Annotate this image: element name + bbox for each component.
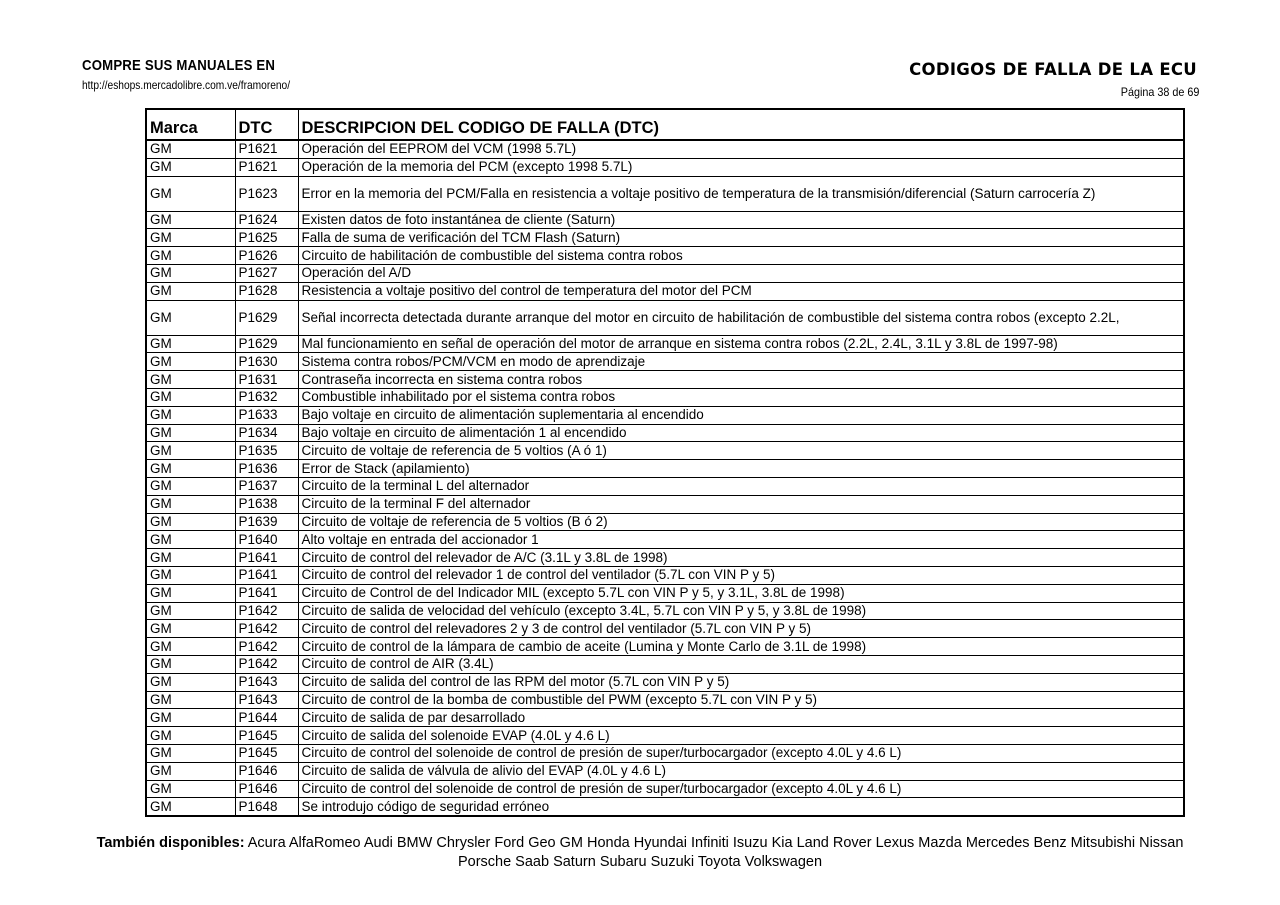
table-row bbox=[146, 655, 1184, 673]
cell-description: Circuito de Control de del Indicador MIL (excepto 5.7L con VIN P y 5, y 3.1L, 3.8L de 1998) bbox=[298, 584, 1184, 602]
cell-marca: GM bbox=[146, 300, 235, 335]
cell-dtc: P1642 bbox=[235, 655, 298, 673]
cell-dtc: P1621 bbox=[235, 140, 298, 158]
header-page-number: Página 38 de 69 bbox=[1120, 85, 1199, 99]
cell-description: Señal incorrecta detectada durante arranque del motor en circuito de habilitación de combustible del sistema contra robos (excepto 2.2L, bbox=[298, 300, 1184, 335]
table-body bbox=[146, 140, 1184, 816]
cell-dtc: P1633 bbox=[235, 406, 298, 424]
cell-description: Se introdujo código de seguridad erróneo bbox=[298, 798, 1184, 816]
cell-dtc: P1641 bbox=[235, 566, 298, 584]
table-row bbox=[146, 282, 1184, 300]
cell-description: Circuito de control de AIR (3.4L) bbox=[298, 655, 1184, 673]
cell-description: Bajo voltaje en circuito de alimentación 1 al encendido bbox=[298, 424, 1184, 442]
table-row bbox=[146, 780, 1184, 798]
cell-dtc: P1645 bbox=[235, 727, 298, 745]
cell-marca: GM bbox=[146, 709, 235, 727]
table-row bbox=[146, 620, 1184, 638]
cell-dtc: P1648 bbox=[235, 798, 298, 816]
table-row bbox=[146, 602, 1184, 620]
table-row bbox=[146, 798, 1184, 816]
cell-marca: GM bbox=[146, 424, 235, 442]
cell-dtc: P1630 bbox=[235, 353, 298, 371]
table-row bbox=[146, 477, 1184, 495]
table-row bbox=[146, 300, 1184, 335]
cell-dtc: P1642 bbox=[235, 620, 298, 638]
column-header-descripcion: DESCRIPCION DEL CODIGO DE FALLA (DTC) bbox=[298, 109, 1184, 140]
footer-brands-line-2: Porsche Saab Saturn Subaru Suzuki Toyota Volkswagen bbox=[457, 853, 823, 870]
cell-marca: GM bbox=[146, 655, 235, 673]
cell-marca: GM bbox=[146, 140, 235, 158]
table-row bbox=[146, 673, 1184, 691]
cell-description: Circuito de salida del control de las RPM del motor (5.7L con VIN P y 5) bbox=[298, 673, 1184, 691]
cell-dtc: P1639 bbox=[235, 513, 298, 531]
table-row bbox=[146, 691, 1184, 709]
cell-marca: GM bbox=[146, 531, 235, 549]
header-store-url: http://eshops.mercadolibre.com.ve/framoreno/ bbox=[82, 78, 291, 92]
cell-description: Alto voltaje en entrada del accionador 1 bbox=[298, 531, 1184, 549]
dtc-table bbox=[145, 108, 1185, 817]
cell-marca: GM bbox=[146, 406, 235, 424]
table-row bbox=[146, 549, 1184, 567]
cell-dtc: P1641 bbox=[235, 584, 298, 602]
table-row bbox=[146, 211, 1184, 229]
cell-dtc: P1635 bbox=[235, 442, 298, 460]
table-row bbox=[146, 513, 1184, 531]
cell-dtc: P1643 bbox=[235, 691, 298, 709]
cell-marca: GM bbox=[146, 673, 235, 691]
cell-description: Circuito de salida de velocidad del vehículo (excepto 3.4L, 5.7L con VIN P y 5, y 3.8L de 1998) bbox=[298, 602, 1184, 620]
table-row bbox=[146, 424, 1184, 442]
table-row bbox=[146, 442, 1184, 460]
table-row bbox=[146, 638, 1184, 656]
cell-description: Circuito de control del solenoide de control de presión de super/turbocargador (excepto 4.0L y 4.6 L) bbox=[298, 744, 1184, 762]
cell-dtc: P1646 bbox=[235, 762, 298, 780]
cell-dtc: P1624 bbox=[235, 211, 298, 229]
cell-description: Circuito de salida del solenoide EVAP (4.0L y 4.6 L) bbox=[298, 727, 1184, 745]
header-left-title: COMPRE SUS MANUALES EN bbox=[82, 57, 276, 74]
cell-description: Existen datos de foto instantánea de cliente (Saturn) bbox=[298, 211, 1184, 229]
cell-marca: GM bbox=[146, 620, 235, 638]
cell-description: Operación del EEPROM del VCM (1998 5.7L) bbox=[298, 140, 1184, 158]
cell-dtc: P1634 bbox=[235, 424, 298, 442]
table-row bbox=[146, 335, 1184, 353]
cell-description: Sistema contra robos/PCM/VCM en modo de aprendizaje bbox=[298, 353, 1184, 371]
cell-dtc: P1628 bbox=[235, 282, 298, 300]
cell-marca: GM bbox=[146, 158, 235, 176]
table-row bbox=[146, 406, 1184, 424]
cell-dtc: P1627 bbox=[235, 264, 298, 282]
footer-available-brands bbox=[82, 834, 1198, 871]
cell-marca: GM bbox=[146, 780, 235, 798]
cell-description: Operación de la memoria del PCM (excepto 1998 5.7L) bbox=[298, 158, 1184, 176]
cell-description: Circuito de salida de válvula de alivio del EVAP (4.0L y 4.6 L) bbox=[298, 762, 1184, 780]
table-row bbox=[146, 566, 1184, 584]
table-row bbox=[146, 264, 1184, 282]
table-row bbox=[146, 388, 1184, 406]
table-row bbox=[146, 531, 1184, 549]
cell-dtc: P1642 bbox=[235, 638, 298, 656]
table-row bbox=[146, 247, 1184, 265]
cell-description: Error en la memoria del PCM/Falla en resistencia a voltaje positivo de temperatura de la transmisión/diferencial (Saturn carrocería Z) bbox=[298, 176, 1184, 211]
cell-description: Circuito de salida de par desarrollado bbox=[298, 709, 1184, 727]
cell-dtc: P1644 bbox=[235, 709, 298, 727]
cell-dtc: P1645 bbox=[235, 744, 298, 762]
cell-dtc: P1636 bbox=[235, 460, 298, 478]
table-row bbox=[146, 460, 1184, 478]
cell-description: Circuito de control del relevador 1 de control del ventilador (5.7L con VIN P y 5) bbox=[298, 566, 1184, 584]
cell-marca: GM bbox=[146, 513, 235, 531]
cell-description: Contraseña incorrecta en sistema contra robos bbox=[298, 371, 1184, 389]
footer-label: También disponibles: bbox=[96, 835, 245, 851]
cell-marca: GM bbox=[146, 744, 235, 762]
cell-description: Operación del A/D bbox=[298, 264, 1184, 282]
cell-dtc: P1631 bbox=[235, 371, 298, 389]
table-row bbox=[146, 744, 1184, 762]
cell-dtc: P1621 bbox=[235, 158, 298, 176]
cell-dtc: P1623 bbox=[235, 176, 298, 211]
cell-marca: GM bbox=[146, 477, 235, 495]
cell-description: Circuito de control del solenoide de control de presión de super/turbocargador (excepto 4.0L y 4.6 L) bbox=[298, 780, 1184, 798]
cell-dtc: P1629 bbox=[235, 300, 298, 335]
cell-dtc: P1637 bbox=[235, 477, 298, 495]
cell-marca: GM bbox=[146, 229, 235, 247]
cell-marca: GM bbox=[146, 388, 235, 406]
cell-dtc: P1646 bbox=[235, 780, 298, 798]
cell-description: Combustible inhabilitado por el sistema contra robos bbox=[298, 388, 1184, 406]
cell-marca: GM bbox=[146, 495, 235, 513]
cell-description: Circuito de control de la bomba de combustible del PWM (excepto 5.7L con VIN P y 5) bbox=[298, 691, 1184, 709]
cell-dtc: P1642 bbox=[235, 602, 298, 620]
cell-dtc: P1629 bbox=[235, 335, 298, 353]
table-row bbox=[146, 495, 1184, 513]
table-row bbox=[146, 762, 1184, 780]
table-row bbox=[146, 353, 1184, 371]
cell-marca: GM bbox=[146, 602, 235, 620]
table-row bbox=[146, 176, 1184, 211]
cell-dtc: P1640 bbox=[235, 531, 298, 549]
cell-description: Circuito de la terminal L del alternador bbox=[298, 477, 1184, 495]
cell-marca: GM bbox=[146, 211, 235, 229]
table-row bbox=[146, 140, 1184, 158]
cell-description: Error de Stack (apilamiento) bbox=[298, 460, 1184, 478]
table-row bbox=[146, 584, 1184, 602]
cell-description: Circuito de la terminal F del alternador bbox=[298, 495, 1184, 513]
cell-dtc: P1625 bbox=[235, 229, 298, 247]
cell-marca: GM bbox=[146, 353, 235, 371]
cell-dtc: P1641 bbox=[235, 549, 298, 567]
cell-description: Resistencia a voltaje positivo del control de temperatura del motor del PCM bbox=[298, 282, 1184, 300]
cell-marca: GM bbox=[146, 442, 235, 460]
cell-marca: GM bbox=[146, 282, 235, 300]
cell-marca: GM bbox=[146, 460, 235, 478]
cell-description: Circuito de voltaje de referencia de 5 voltios (A ó 1) bbox=[298, 442, 1184, 460]
cell-marca: GM bbox=[146, 584, 235, 602]
cell-dtc: P1626 bbox=[235, 247, 298, 265]
table-row bbox=[146, 229, 1184, 247]
cell-description: Falla de suma de verificación del TCM Flash (Saturn) bbox=[298, 229, 1184, 247]
cell-dtc: P1632 bbox=[235, 388, 298, 406]
cell-description: Circuito de control de la lámpara de cambio de aceite (Lumina y Monte Carlo de 3.1L de 1998) bbox=[298, 638, 1184, 656]
cell-dtc: P1638 bbox=[235, 495, 298, 513]
cell-description: Circuito de habilitación de combustible del sistema contra robos bbox=[298, 247, 1184, 265]
cell-marca: GM bbox=[146, 638, 235, 656]
header-document-title: CODIGOS DE FALLA DE LA ECU bbox=[909, 60, 1197, 79]
cell-description: Circuito de voltaje de referencia de 5 voltios (B ó 2) bbox=[298, 513, 1184, 531]
cell-marca: GM bbox=[146, 247, 235, 265]
cell-marca: GM bbox=[146, 566, 235, 584]
cell-description: Circuito de control del relevador de A/C (3.1L y 3.8L de 1998) bbox=[298, 549, 1184, 567]
cell-description: Circuito de control del relevadores 2 y 3 de control del ventilador (5.7L con VIN P y 5) bbox=[298, 620, 1184, 638]
cell-description: Bajo voltaje en circuito de alimentación suplementaria al encendido bbox=[298, 406, 1184, 424]
cell-marca: GM bbox=[146, 176, 235, 211]
cell-marca: GM bbox=[146, 691, 235, 709]
table-header-row bbox=[146, 109, 1184, 140]
footer-brands-line-1: Acura AlfaRomeo Audi BMW Chrysler Ford Geo GM Honda Hyundai Infiniti Isuzu Kia Land Rover Lexus Mazda Mercedes Benz Mitsubishi Nissan bbox=[247, 835, 1184, 851]
table-row bbox=[146, 371, 1184, 389]
cell-marca: GM bbox=[146, 335, 235, 353]
cell-dtc: P1643 bbox=[235, 673, 298, 691]
cell-marca: GM bbox=[146, 798, 235, 816]
table-row bbox=[146, 727, 1184, 745]
table-row bbox=[146, 158, 1184, 176]
column-header-dtc: DTC bbox=[235, 109, 298, 140]
cell-marca: GM bbox=[146, 371, 235, 389]
column-header-marca: Marca bbox=[146, 109, 235, 140]
cell-marca: GM bbox=[146, 762, 235, 780]
cell-marca: GM bbox=[146, 549, 235, 567]
cell-description: Mal funcionamiento en señal de operación del motor de arranque en sistema contra robos (2.2L, 2.4L, 3.1L y 3.8L de 1997-98) bbox=[298, 335, 1184, 353]
table-row bbox=[146, 709, 1184, 727]
cell-marca: GM bbox=[146, 264, 235, 282]
cell-marca: GM bbox=[146, 727, 235, 745]
